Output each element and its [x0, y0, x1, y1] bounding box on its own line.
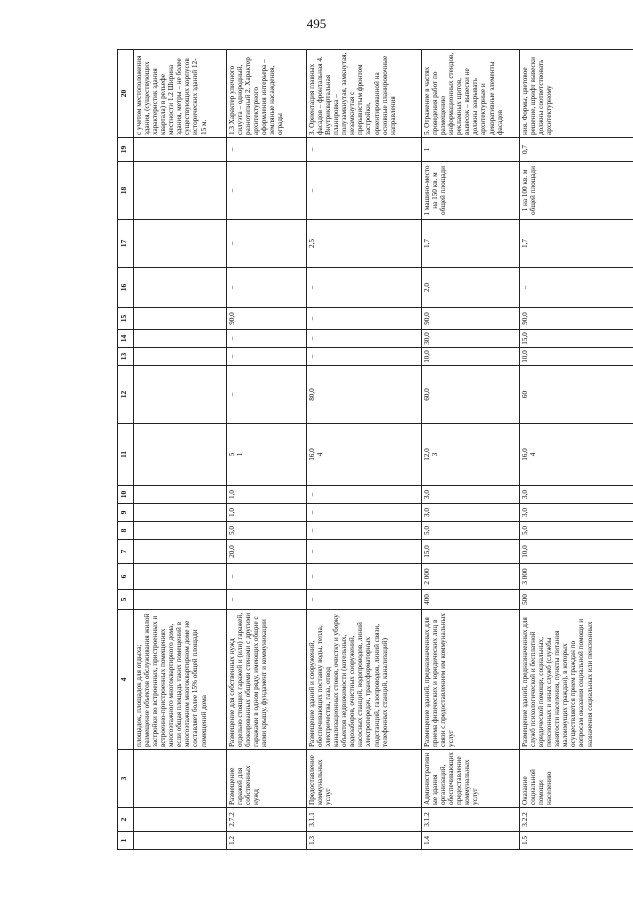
cell-col-7: 20,0 [227, 540, 307, 564]
col-header: 4 [118, 610, 134, 750]
cell-col-4: Размещение зданий, предназначенных для служб психологической и бесплатной юридической помощи, социальных, пенсионных и иных служб (службы занятости населения, пункты питания малоимущих граждан), в которых осуществляется прием граждан по вопросам оказания социальной помощи и назначения социальных или пенсионных [520, 610, 633, 750]
cell-col-6 [134, 564, 227, 590]
cell-col-3: Административные здания организаций, обеспечивающих предоставление коммунальных услуг [422, 750, 520, 808]
col-header: 3 [118, 750, 134, 808]
cell-col-4: площадок, площадок для отдыха; размещение объектов обслуживания жилой застройки во встроенных, пристроенных и встроенно-пристроенных помещениях многоэтажного многоквартирного дома, если общая площадь таких помещений в многоэтажном многоквартирном доме не составляет более 15% общей площади помещений дома [134, 610, 227, 750]
cell-col-17 [134, 220, 227, 268]
col-header: 7 [118, 540, 134, 564]
cell-col-18: – [307, 162, 422, 220]
cell-col-20: 5. Отражение в частях проведения работ по размещению информационных стендов, рекламных щитов, вывесок – вывески не должны закрывать архитектурные и декоративные элементы фасадов [422, 50, 520, 138]
col-header: 11 [118, 424, 134, 486]
cell-col-9 [134, 504, 227, 522]
cell-col-11: 16,0 4 [307, 424, 422, 486]
col-header: 19 [118, 138, 134, 162]
cell-col-1: 1.2 [227, 832, 307, 850]
cell-col-17: 1,7 [520, 220, 633, 268]
cell-col-1: 1.4 [422, 832, 520, 850]
cell-col-2 [134, 808, 227, 832]
table-row [520, 50, 633, 850]
header-row [118, 50, 134, 850]
col-header: 9 [118, 504, 134, 522]
cell-col-11: 5 1 [227, 424, 307, 486]
cell-col-17: – [227, 220, 307, 268]
cell-col-19: – [307, 138, 422, 162]
table-body [134, 50, 633, 850]
cell-col-20: с учетом местоположения здания, (существующих характеристик здания квартала) в рельефе местности 1.2 Ширина здания, метры – не более существующих корпусов исторических зданий 12-15 м. [134, 50, 227, 138]
cell-col-5: 400 [422, 590, 520, 610]
col-header: 8 [118, 522, 134, 540]
cell-col-12: 60 [520, 366, 633, 424]
cell-col-14: 30,0 [422, 330, 520, 348]
cell-col-15: 90,0 [520, 308, 633, 330]
cell-col-15 [134, 308, 227, 330]
cell-col-3: Размещение гаражей для собственных нужд [227, 750, 307, 808]
cell-col-16: 2,0 [422, 268, 520, 308]
cell-col-8 [134, 522, 227, 540]
cell-col-6: 2 000 [422, 564, 520, 590]
cell-col-7: 15,0 [422, 540, 520, 564]
cell-col-4: Размещение зданий и сооружений, обеспечивающих поставку воды, тепла, электричества, газа, отвод канализационных стоков, очистку и уборку объектов недвижимости (котельных, водозаборов, очистных сооружений, насосных станций, водопроводов, линий электропередач, трансформаторных подстанций, газопроводов, линий связи, телефонных станций, канализаций) [307, 610, 422, 750]
cell-col-18: – [227, 162, 307, 220]
cell-col-14 [134, 330, 227, 348]
cell-col-1 [134, 832, 227, 850]
cell-col-5: – [307, 590, 422, 610]
cell-col-5: – [227, 590, 307, 610]
cell-col-8: 5,0 [520, 522, 633, 540]
cell-col-8: 5,0 [227, 522, 307, 540]
col-header: 10 [118, 486, 134, 504]
cell-col-19: 1 [422, 138, 520, 162]
cell-col-13 [134, 348, 227, 366]
cell-col-12: – [227, 366, 307, 424]
cell-col-20: 1.3 Характер уличного силуэта – однородный, разнотипный 2. Характер архитектурного оформления интерьера – земляные насаждения, ограды [227, 50, 307, 138]
cell-col-5 [134, 590, 227, 610]
cell-col-9: 1,0 [227, 504, 307, 522]
col-header: 12 [118, 366, 134, 424]
col-header: 5 [118, 590, 134, 610]
cell-col-16: – [520, 268, 633, 308]
cell-col-7: – [307, 540, 422, 564]
cell-col-20: ния. Формы, цветовое решение, шрифт вывески должны соответствовать архитектурному [520, 50, 633, 138]
regulations-table [117, 49, 633, 850]
cell-col-15: – [307, 308, 422, 330]
cell-col-8: 5,0 [422, 522, 520, 540]
cell-col-19: – [227, 138, 307, 162]
cell-col-10 [134, 486, 227, 504]
cell-col-16: – [307, 268, 422, 308]
cell-col-3 [134, 750, 227, 808]
cell-col-16: – [227, 268, 307, 308]
cell-col-19 [134, 138, 227, 162]
cell-col-10: 3,0 [520, 486, 633, 504]
cell-col-15: 90,0 [227, 308, 307, 330]
cell-col-18 [134, 162, 227, 220]
cell-col-15: 90,0 [422, 308, 520, 330]
col-header: 18 [118, 162, 134, 220]
cell-col-11: 12,0 3 [422, 424, 520, 486]
cell-col-7: 10,0 [520, 540, 633, 564]
cell-col-13: 10,0 [422, 348, 520, 366]
cell-col-12: 80,0 [307, 366, 422, 424]
col-header: 2 [118, 808, 134, 832]
cell-col-9: – [307, 504, 422, 522]
cell-col-12: 60,0 [422, 366, 520, 424]
cell-col-5: 500 [520, 590, 633, 610]
cell-col-6: – [307, 564, 422, 590]
table-row [307, 50, 422, 850]
cell-col-12 [134, 366, 227, 424]
cell-col-7 [134, 540, 227, 564]
cell-col-14: – [307, 330, 422, 348]
col-header: 1 [118, 832, 134, 850]
rotated-table-container [117, 50, 633, 850]
cell-col-4: Размещение зданий, предназначенных для приема физических и юридических лиц в связи с предоставлением им коммунальных услуг [422, 610, 520, 750]
col-header: 16 [118, 268, 134, 308]
col-header: 15 [118, 308, 134, 330]
cell-col-10: 1,0 [227, 486, 307, 504]
cell-col-2: 3.2.2 [520, 808, 633, 832]
cell-col-13: – [227, 348, 307, 366]
cell-col-9: 3,0 [422, 504, 520, 522]
cell-col-20: 3. Ориентация главных фасадов – фронтальная 4. Внутриквартальная планировка – полузамкнутая, замкнутая, незамкнутая с прерывистым фронтом застройки, ориентированной на основные планировочные направления [307, 50, 422, 138]
rotated-table-wrapper [117, 50, 633, 850]
cell-col-2: 3.1.2 [422, 808, 520, 832]
col-header: 20 [118, 50, 134, 138]
cell-col-14: 15,0 [520, 330, 633, 348]
table-row [227, 50, 307, 850]
col-header: 17 [118, 220, 134, 268]
cell-col-3: Оказание социальной помощи населению [520, 750, 633, 808]
table-row [134, 50, 227, 850]
cell-col-13: 10,0 [520, 348, 633, 366]
cell-col-8: – [307, 522, 422, 540]
cell-col-13: – [307, 348, 422, 366]
cell-col-18: 1 машино-место на 150 кв. м общей площади [422, 162, 520, 220]
page-number: 495 [306, 16, 327, 31]
cell-col-1: 1.5 [520, 832, 633, 850]
cell-col-9: 3,0 [520, 504, 633, 522]
cell-col-1: 1.3 [307, 832, 422, 850]
cell-col-10: 3,0 [422, 486, 520, 504]
col-header: 14 [118, 330, 134, 348]
col-header: 13 [118, 348, 134, 366]
table-row [422, 50, 520, 850]
cell-col-19: 0,7 [520, 138, 633, 162]
cell-col-4: Размещение для собственных нужд отдельно стоящих гаражей и (или) гаражей, блокированных общими стенами с другими гаражами в одном ряду, имеющих общие с ними крышу, фундамент и коммуникации [227, 610, 307, 750]
cell-col-11: 16,0 4 [520, 424, 633, 486]
cell-col-18: 1 на 100 кв. м общей площади [520, 162, 633, 220]
cell-col-11 [134, 424, 227, 486]
col-header: 6 [118, 564, 134, 590]
cell-col-2: 3.1.1 [307, 808, 422, 832]
cell-col-6: 3 000 [520, 564, 633, 590]
cell-col-17: 2,5 [307, 220, 422, 268]
cell-col-16 [134, 268, 227, 308]
cell-col-17: 1,7 [422, 220, 520, 268]
cell-col-3: Предоставление коммунальных услуг [307, 750, 422, 808]
cell-col-10: – [307, 486, 422, 504]
cell-col-6: – [227, 564, 307, 590]
cell-col-2: 2.7.2 [227, 808, 307, 832]
cell-col-14: – [227, 330, 307, 348]
